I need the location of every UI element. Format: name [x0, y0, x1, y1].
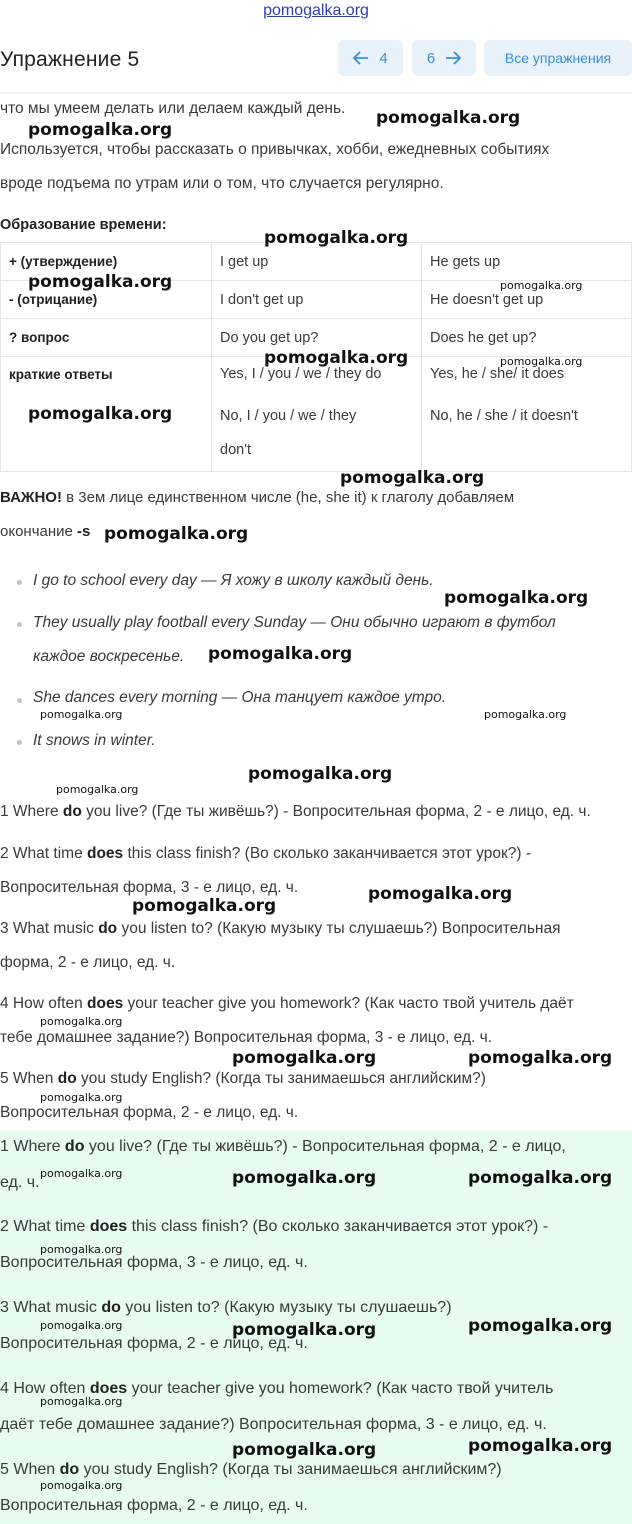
all-exercises-button[interactable]: [484, 40, 632, 76]
watermark: pomogalka.org: [28, 120, 173, 140]
watermark: pomogalka.org: [40, 1091, 123, 1104]
bullet-icon: [17, 740, 22, 745]
bullet-icon: [17, 622, 22, 627]
page-title: Упражнение 5: [0, 48, 140, 71]
item-text: 4 How often: [0, 1380, 90, 1397]
item-text: you study English? (Когда ты занимаешься английским?): [76, 1070, 486, 1087]
suffix-s: -s: [77, 523, 91, 540]
short-answer-yes: Yes, I / you / we / they do: [220, 366, 382, 382]
answer-item: [0, 1218, 548, 1236]
watermark: pomogalka.org: [468, 1316, 613, 1336]
watermark: pomogalka.org: [484, 708, 567, 721]
exercise-header: [0, 38, 632, 82]
exercise-item-cont: форма, 2 - е лицо, ед. ч.: [0, 954, 176, 971]
important-text-2: окончание: [0, 523, 78, 540]
row-label: + (утверждение): [1, 243, 212, 281]
all-exercises-label: Все упражнения: [504, 50, 612, 66]
aux-verb: does: [89, 1380, 128, 1397]
answer-item-cont: Вопросительная форма, 2 - е лицо, ед. ч.: [0, 1335, 308, 1352]
row-label: ? вопрос: [1, 319, 212, 357]
arrow-left-icon: [353, 51, 369, 65]
watermark: pomogalka.org: [232, 1048, 377, 1068]
watermark: pomogalka.org: [340, 468, 485, 488]
answer-item: [0, 1299, 452, 1317]
aux-verb: does: [87, 845, 124, 862]
watermark: pomogalka.org: [208, 644, 353, 664]
watermark: pomogalka.org: [444, 588, 589, 608]
watermark: pomogalka.org: [232, 1168, 377, 1188]
bullet-icon: [17, 580, 22, 585]
watermark: pomogalka.org: [264, 348, 409, 368]
formation-heading: Образование времени:: [0, 217, 167, 233]
watermark: pomogalka.org: [40, 1243, 123, 1256]
short-answer-no: No, I / you / we / they: [220, 408, 357, 424]
cell-he: Does he get up?: [422, 319, 632, 357]
previous-exercise-label: 4: [379, 49, 388, 67]
item-text: 2 What time: [0, 1218, 90, 1235]
answer-item-cont: даёт тебе домашнее задание?) Вопросительная форма, 3 - е лицо, ед. ч.: [0, 1416, 547, 1433]
exercise-item: [0, 803, 591, 821]
next-exercise-label: 6: [426, 49, 436, 67]
previous-exercise-button[interactable]: [338, 40, 403, 76]
watermark: pomogalka.org: [132, 896, 277, 916]
answer-item: [0, 1138, 566, 1156]
item-text: you study English? (Когда ты занимаешься английским?): [79, 1461, 502, 1478]
watermark: pomogalka.org: [264, 228, 409, 248]
important-text: в 3ем лице единственном числе (he, she it) к глаголу добавляем: [61, 489, 515, 506]
watermark: pomogalka.org: [500, 355, 583, 368]
important-note: [0, 489, 514, 506]
list-item: They usually play football every Sunday — Они обычно играют в футбол: [33, 614, 556, 631]
exercise-item: [0, 995, 574, 1013]
aux-verb: do: [98, 920, 118, 937]
watermark: pomogalka.org: [232, 1440, 377, 1460]
watermark: pomogalka.org: [368, 884, 513, 904]
important-label: ВАЖНО!: [0, 489, 62, 506]
short-answer-no: No, he / she / it doesn't: [430, 408, 578, 424]
exercise-item-cont: Вопросительная форма, 3 - е лицо, ед. ч.: [0, 879, 299, 896]
watermark: pomogalka.org: [40, 1395, 123, 1408]
item-text: 3 What music: [0, 1299, 102, 1316]
aux-verb: do: [59, 1461, 80, 1478]
watermark: pomogalka.org: [40, 708, 123, 721]
item-text: 3 What music: [0, 920, 99, 937]
item-text: this class finish? (Во сколько заканчивается этот урок?) -: [123, 845, 532, 862]
bullet-icon: [17, 698, 22, 703]
cell-he: He doesn't get up: [422, 281, 632, 319]
watermark: pomogalka.org: [376, 108, 521, 128]
item-text: your teacher give you homework? (Как часто твой учитель даёт: [123, 995, 574, 1012]
watermark: pomogalka.org: [28, 272, 173, 292]
aux-verb: does: [89, 1218, 128, 1235]
watermark: pomogalka.org: [248, 764, 393, 784]
cell-he: He gets up: [422, 243, 632, 281]
answer-item-cont: ед. ч.: [0, 1174, 40, 1191]
item-text: your teacher give you homework? (Как часто твой учитель: [127, 1380, 554, 1397]
row-label: - (отрицание): [1, 281, 212, 319]
cell-you: I get up: [212, 243, 422, 281]
watermark: pomogalka.org: [28, 404, 173, 424]
exercise-item: [0, 1070, 486, 1088]
site-link[interactable]: pomogalka.org: [263, 2, 369, 19]
exercise-item-cont: Вопросительная форма, 2 - е лицо, ед. ч.: [0, 1104, 299, 1121]
item-text: you live? (Где ты живёшь?) - Вопросительная форма, 2 - е лицо, ед. ч.: [81, 803, 591, 820]
aux-verb: do: [64, 1138, 85, 1155]
cell-you: I don't get up: [212, 281, 422, 319]
aux-verb: does: [87, 995, 124, 1012]
watermark: pomogalka.org: [500, 279, 583, 292]
item-text: you live? (Где ты живёшь?) - Вопросительная форма, 2 - е лицо,: [84, 1138, 566, 1155]
watermark: pomogalka.org: [40, 1167, 123, 1180]
important-note-cont: [0, 523, 90, 540]
watermark: pomogalka.org: [468, 1048, 613, 1068]
row-label: краткие ответы: [1, 357, 212, 472]
cell-he: [422, 357, 632, 472]
cell-you: [212, 357, 422, 472]
cell-you: Do you get up?: [212, 319, 422, 357]
list-item-cont: каждое воскресенье.: [33, 648, 185, 665]
intro-line-3: вроде подъема по утрам или о том, что случается регулярно.: [0, 175, 444, 192]
short-answer-yes: Yes, he / she/ it does: [430, 366, 565, 382]
item-text: 5 When: [0, 1070, 58, 1087]
item-text: you listen to? (Какую музыку ты слушаешь?): [120, 1299, 452, 1316]
item-text: 2 What time: [0, 845, 87, 862]
watermark: pomogalka.org: [468, 1436, 613, 1456]
exercise-item: [0, 845, 531, 863]
exercise-item-cont: тебе домашнее задание?) Вопросительная форма, 3 - е лицо, ед. ч.: [0, 1029, 492, 1046]
item-text: 4 How often: [0, 995, 88, 1012]
answer-item: [0, 1461, 502, 1479]
item-text: 5 When: [0, 1461, 60, 1478]
watermark: pomogalka.org: [40, 1479, 123, 1492]
intro-line-2: Используется, чтобы рассказать о привычках, хобби, ежедневных событиях: [0, 141, 550, 158]
aux-verb: do: [62, 803, 82, 820]
item-text: 1 Where: [0, 803, 63, 820]
watermark: pomogalka.org: [104, 524, 249, 544]
short-answer-no-cont: don't: [220, 442, 251, 458]
header-divider: [0, 92, 632, 94]
watermark: pomogalka.org: [40, 1319, 123, 1332]
list-item: It snows in winter.: [33, 732, 156, 749]
item-text: this class finish? (Во сколько заканчивается этот урок?) -: [127, 1218, 549, 1235]
answer-item-cont: Вопросительная форма, 3 - е лицо, ед. ч.: [0, 1254, 308, 1271]
aux-verb: do: [57, 1070, 77, 1087]
watermark: pomogalka.org: [468, 1168, 613, 1188]
aux-verb: do: [101, 1299, 121, 1316]
list-item: I go to school every day — Я хожу в школу каждый день.: [33, 572, 434, 589]
arrow-right-icon: [445, 51, 461, 65]
item-text: you listen to? (Какую музыку ты слушаешь?) Вопросительная: [117, 920, 561, 937]
watermark: pomogalka.org: [40, 1015, 123, 1028]
watermark: pomogalka.org: [56, 783, 139, 796]
next-exercise-button[interactable]: [412, 40, 476, 76]
watermark: pomogalka.org: [232, 1320, 377, 1340]
intro-line-1: что мы умеем делать или делаем каждый день.: [0, 100, 346, 117]
answer-item-cont: Вопросительная форма, 2 - е лицо, ед. ч.: [0, 1497, 308, 1514]
list-item: She dances every morning — Она танцует каждое утро.: [33, 689, 447, 706]
item-text: 1 Where: [0, 1138, 65, 1155]
exercise-item: [0, 920, 560, 938]
